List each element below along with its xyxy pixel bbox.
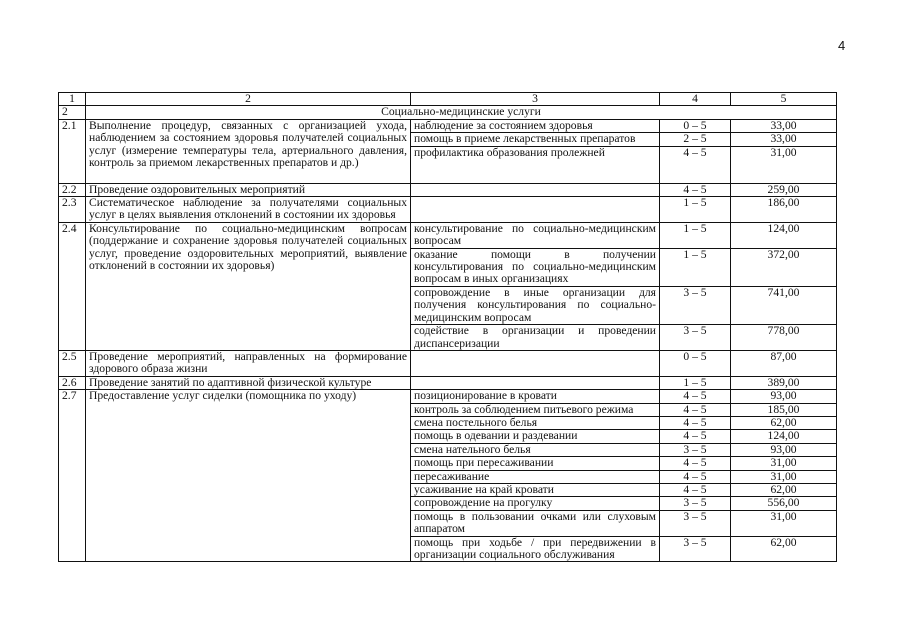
services-table <box>58 92 837 562</box>
table-row <box>59 197 837 223</box>
service-detail: профилактика образования пролежней <box>411 146 660 183</box>
service-detail: помощь в приеме лекарственных препаратов <box>411 133 660 146</box>
price: 556,00 <box>731 497 837 510</box>
header-cell: 4 <box>660 93 731 106</box>
table-row <box>59 350 837 376</box>
price: 185,00 <box>731 403 837 416</box>
price: 62,00 <box>731 416 837 429</box>
price: 87,00 <box>731 350 837 376</box>
level-range: 3 – 5 <box>660 536 731 562</box>
service-detail: консультирование по социально-медицинским вопросам <box>411 222 660 248</box>
service-name: Проведение оздоровительных мероприятий <box>86 183 411 196</box>
level-range: 3 – 5 <box>660 286 731 324</box>
level-range: 3 – 5 <box>660 443 731 456</box>
level-range: 4 – 5 <box>660 457 731 470</box>
level-range: 1 – 5 <box>660 376 731 389</box>
service-detail: усаживание на край кровати <box>411 483 660 496</box>
table-header-row <box>59 93 837 106</box>
table-row <box>59 183 837 196</box>
service-detail-empty <box>411 183 660 196</box>
price: 124,00 <box>731 222 837 248</box>
service-detail: сопровождение в иные организации для получения консультирования по социально-медицинским вопросам <box>411 286 660 324</box>
service-name: Предоставление услуг сиделки (помощника по уходу) <box>86 390 411 562</box>
level-range: 0 – 5 <box>660 119 731 132</box>
price: 62,00 <box>731 536 837 562</box>
service-detail-empty <box>411 197 660 223</box>
row-number: 2.2 <box>59 183 86 196</box>
level-range: 1 – 5 <box>660 197 731 223</box>
level-range: 0 – 5 <box>660 350 731 376</box>
row-number: 2.6 <box>59 376 86 389</box>
page-number: 4 <box>838 38 846 53</box>
price: 31,00 <box>731 146 837 183</box>
header-cell: 2 <box>86 93 411 106</box>
service-detail: помощь при пересаживании <box>411 457 660 470</box>
price: 186,00 <box>731 197 837 223</box>
level-range: 2 – 5 <box>660 133 731 146</box>
price: 93,00 <box>731 390 837 403</box>
price: 741,00 <box>731 286 837 324</box>
service-detail: смена нательного белья <box>411 443 660 456</box>
level-range: 4 – 5 <box>660 146 731 183</box>
price: 389,00 <box>731 376 837 389</box>
row-number: 2.1 <box>59 119 86 183</box>
service-detail: наблюдение за состоянием здоровья <box>411 119 660 132</box>
price: 33,00 <box>731 133 837 146</box>
row-number: 2.5 <box>59 350 86 376</box>
level-range: 4 – 5 <box>660 183 731 196</box>
service-detail: помощь в одевании и раздевании <box>411 430 660 443</box>
price: 93,00 <box>731 443 837 456</box>
level-range: 1 – 5 <box>660 222 731 248</box>
price: 372,00 <box>731 248 837 286</box>
level-range: 4 – 5 <box>660 403 731 416</box>
level-range: 4 – 5 <box>660 483 731 496</box>
service-name: Консультирование по социально-медицинским вопросам (поддержание и сохранение здоровья получателей социальных услуг, проведение оздоровительных мероприятий, выявление отклонений в состоянии их здоровья) <box>86 222 411 350</box>
table-row <box>59 376 837 389</box>
section-title: Социально-медицинские услуги <box>86 106 837 119</box>
service-detail-empty <box>411 376 660 389</box>
header-cell: 1 <box>59 93 86 106</box>
table-row <box>59 390 837 403</box>
header-cell: 3 <box>411 93 660 106</box>
service-detail: контроль за соблюдением питьевого режима <box>411 403 660 416</box>
row-number: 2.3 <box>59 197 86 223</box>
table-row <box>59 222 837 248</box>
table-row <box>59 119 837 132</box>
level-range: 4 – 5 <box>660 416 731 429</box>
level-range: 3 – 5 <box>660 510 731 536</box>
level-range: 3 – 5 <box>660 497 731 510</box>
level-range: 1 – 5 <box>660 248 731 286</box>
service-name: Выполнение процедур, связанных с организацией ухода, наблюдением за состоянием здоровья получателей социальных услуг (измерение температуры тела, артериального давления, контроль за приемом лекарственных препаратов и др.) <box>86 119 411 183</box>
price: 31,00 <box>731 470 837 483</box>
price: 31,00 <box>731 457 837 470</box>
row-number: 2.7 <box>59 390 86 562</box>
service-detail: помощь в пользовании очками или слуховым аппаратом <box>411 510 660 536</box>
level-range: 4 – 5 <box>660 430 731 443</box>
section-number: 2 <box>59 106 86 119</box>
service-detail-empty <box>411 350 660 376</box>
service-name: Проведение мероприятий, направленных на формирование здорового образа жизни <box>86 350 411 376</box>
service-detail: смена постельного белья <box>411 416 660 429</box>
service-name: Проведение занятий по адаптивной физической культуре <box>86 376 411 389</box>
service-detail: позиционирование в кровати <box>411 390 660 403</box>
price: 62,00 <box>731 483 837 496</box>
price: 778,00 <box>731 325 837 351</box>
price: 31,00 <box>731 510 837 536</box>
header-cell: 5 <box>731 93 837 106</box>
section-row <box>59 106 837 119</box>
service-detail: оказание помощи в получении консультирования по социально-медицинским вопросам в иных организациях <box>411 248 660 286</box>
price: 259,00 <box>731 183 837 196</box>
service-detail: содействие в организации и проведении диспансеризации <box>411 325 660 351</box>
level-range: 4 – 5 <box>660 470 731 483</box>
level-range: 4 – 5 <box>660 390 731 403</box>
price: 124,00 <box>731 430 837 443</box>
price: 33,00 <box>731 119 837 132</box>
row-number: 2.4 <box>59 222 86 350</box>
service-detail: сопровождение на прогулку <box>411 497 660 510</box>
service-detail: пересаживание <box>411 470 660 483</box>
service-name: Систематическое наблюдение за получателями социальных услуг в целях выявления отклонений в состоянии их здоровья <box>86 197 411 223</box>
service-detail: помощь при ходьбе / при передвижении в организации социального обслуживания <box>411 536 660 562</box>
level-range: 3 – 5 <box>660 325 731 351</box>
